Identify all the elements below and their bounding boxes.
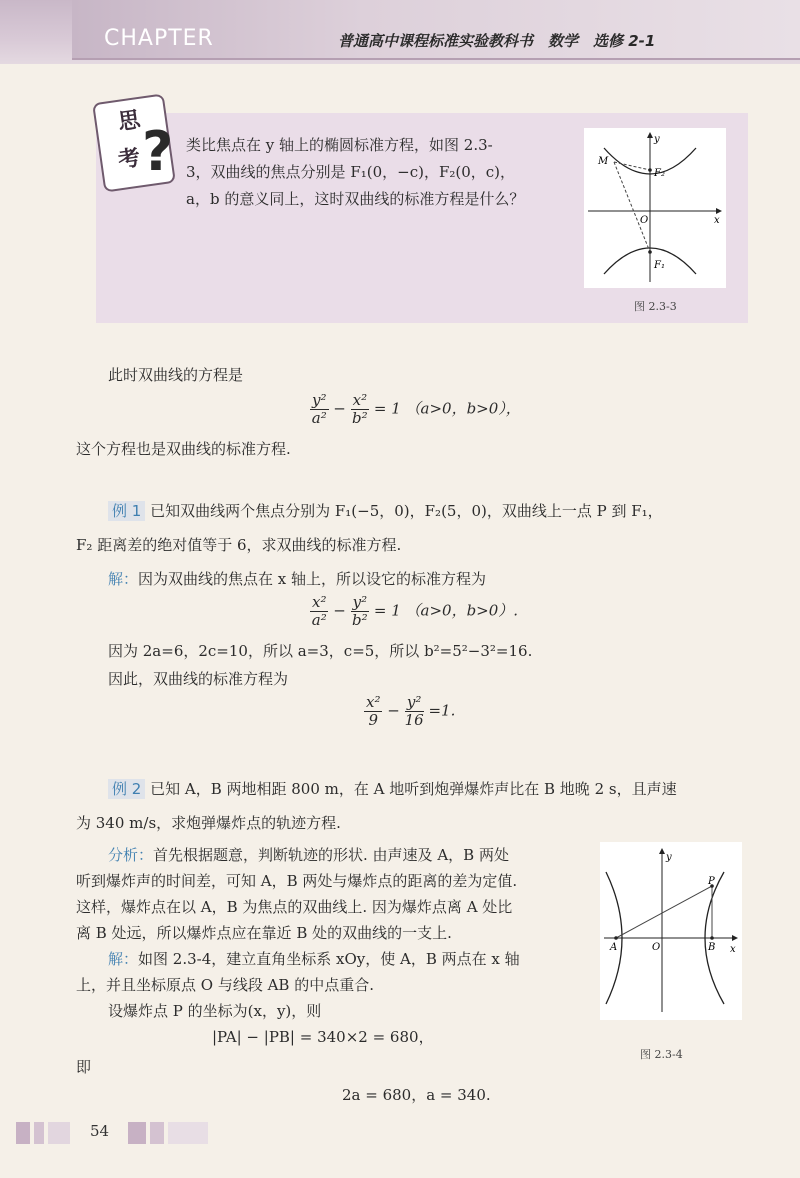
example2-line2: 为 340 m/s，求炮弹爆炸点的轨迹方程.: [76, 814, 341, 832]
example1-solution1: [108, 566, 486, 592]
denominator: b²: [352, 409, 368, 427]
example1-solution2: 因为 2a=6，2c=10，所以 a=3，c=5，所以 b²=5²−3²=16.: [108, 642, 533, 660]
hyperbola-vertical-figure: [584, 128, 726, 288]
denominator: a²: [311, 611, 327, 629]
figure-caption-2-3-4: 图 2.3-4: [640, 1048, 683, 1061]
example2-text1: 已知 A，B 两地相距 800 m，在 A 地听到炮弹爆炸声比在 B 地晚 2 s，且声速: [150, 780, 677, 798]
numerator: x²: [312, 593, 327, 611]
fig2-label-y: y: [666, 852, 672, 863]
solution-label: 解：: [108, 950, 139, 968]
fraction: [364, 694, 382, 729]
fraction: [351, 392, 369, 427]
think-line-1: 类比焦点在 y 轴上的椭圆标准方程，如图 2.3-: [186, 136, 493, 154]
denominator: a²: [311, 409, 327, 427]
think-line-2: 3，双曲线的焦点分别是 F₁(0，−c)，F₂(0，c)，: [186, 163, 516, 181]
example1-solution3: 因此，双曲线的标准方程为: [108, 670, 289, 688]
analysis-line4: 离 B 处远，所以爆炸点应在靠近 B 处的双曲线的一支上.: [76, 924, 452, 942]
question-mark-icon: ?: [142, 120, 174, 183]
fraction: [405, 694, 424, 729]
analysis-line3: 这样，爆炸点在以 A，B 为焦点的双曲线上. 因为爆炸点离 A 处比: [76, 898, 513, 916]
analysis-line1: [108, 842, 509, 868]
think-text: [186, 132, 566, 213]
example1-label: 例 1: [108, 501, 145, 521]
example2-solution3: 设爆炸点 P 的坐标为(x，y)，则: [108, 1002, 322, 1020]
fig2-label-a: A: [610, 942, 618, 953]
analysis-label: 分析：: [108, 846, 154, 864]
analysis-line2: 听到爆炸声的时间差，可知 A，B 两处与爆炸点的距离的差为定值.: [76, 872, 518, 890]
example2-solution1: [108, 946, 520, 972]
fig2-label-b: B: [708, 942, 716, 953]
think-badge-char2: 考: [116, 144, 142, 174]
equation-pa-pb: |PA| − |PB| = 340×2 = 680，: [212, 1028, 434, 1046]
fraction: [310, 594, 328, 629]
section1-conclusion: 这个方程也是双曲线的标准方程.: [76, 440, 291, 458]
analysis-text: 首先根据题意，判断轨迹的形状. 由声速及 A，B 两处: [153, 846, 509, 864]
solution-text: 如图 2.3-4，建立直角坐标系 xOy，使 A，B 两点在 x 轴: [138, 950, 520, 968]
numerator: x²: [366, 693, 381, 711]
footer-bar: [34, 1122, 44, 1144]
fig1-label-y: y: [654, 134, 660, 145]
fig2-label-x: x: [730, 944, 736, 955]
numerator: y²: [352, 593, 368, 611]
example2-line1: [108, 776, 778, 802]
fig1-label-m: M: [598, 156, 609, 167]
numerator: x²: [352, 391, 368, 409]
equation-rest: = 1 （a>0，b>0）.: [373, 601, 519, 620]
numerator: y²: [312, 391, 327, 409]
denominator: 16: [404, 711, 424, 729]
equation-rest: = 1 （a>0，b>0），: [373, 399, 521, 418]
page-number: 54: [90, 1122, 110, 1140]
figure-caption-2-3-3: 图 2.3-3: [634, 300, 677, 313]
figure-2-3-4: [600, 842, 742, 1020]
think-badge-char1: 思: [116, 106, 142, 136]
numerator: y²: [405, 694, 424, 712]
solution-label: 解：: [108, 570, 139, 588]
equation-example1-setup: $\frac{\text{x²}}{\text{a²}}$ − $\frac{\text{y²}}{\text{b²}}$ = 1 （a>0，b>0）.: [311, 593, 519, 629]
equation-2a: 2a = 680，a = 340.: [342, 1086, 491, 1104]
footer-bar: [48, 1122, 70, 1144]
solution-text: 因为双曲线的焦点在 x 轴上，所以设它的标准方程为: [138, 570, 487, 588]
fraction: [310, 392, 329, 427]
equation-rest: =1.: [428, 701, 456, 720]
think-line-3: a，b 的意义同上，这时双曲线的标准方程是什么？: [186, 190, 525, 208]
figure-2-3-3: [584, 128, 726, 288]
denominator: 9: [368, 711, 379, 729]
fig2-label-o: O: [652, 942, 661, 953]
example1-line2: F₂ 距离差的绝对值等于 6，求双曲线的标准方程.: [76, 536, 402, 554]
equation-example1-result: $\frac{\text{x²}}{9}$ − $\frac{\text{y²}}{16}$ =1.: [366, 693, 456, 729]
fig1-label-x: x: [714, 215, 720, 226]
denominator: b²: [352, 611, 368, 629]
fig1-label-f1: F₁: [654, 260, 665, 271]
ji-word: 即: [76, 1058, 92, 1076]
book-title: 普通高中课程标准实验教科书 数学 选修 2-1: [338, 32, 656, 50]
section1-intro: 此时双曲线的方程是: [108, 366, 244, 384]
fig1-label-o: O: [640, 215, 649, 226]
example1-line1: [108, 498, 778, 524]
fig2-label-p: P: [708, 876, 715, 887]
example1-text1: 已知双曲线两个焦点分别为 F₁(−5，0)，F₂(5，0)，双曲线上一点 P 到 F₁，: [150, 502, 663, 520]
footer-bar: [128, 1122, 146, 1144]
fraction: [351, 594, 370, 629]
fig1-label-f2: F₂: [654, 168, 665, 179]
chapter-label: CHAPTER: [104, 26, 214, 51]
example2-label: 例 2: [108, 779, 145, 799]
footer-bar: [150, 1122, 164, 1144]
equation-vertical-hyperbola: $\frac{\text{y²}}{\text{a²}}$ − $\frac{\text{x²}}{\text{b²}}$ = 1 （a>0，b>0），: [311, 391, 521, 427]
footer-bar: [168, 1122, 208, 1144]
example2-solution2: 上，并且坐标原点 O 与线段 AB 的中点重合.: [76, 976, 374, 994]
hyperbola-horizontal-figure: [600, 842, 742, 1020]
footer-bar: [16, 1122, 30, 1144]
